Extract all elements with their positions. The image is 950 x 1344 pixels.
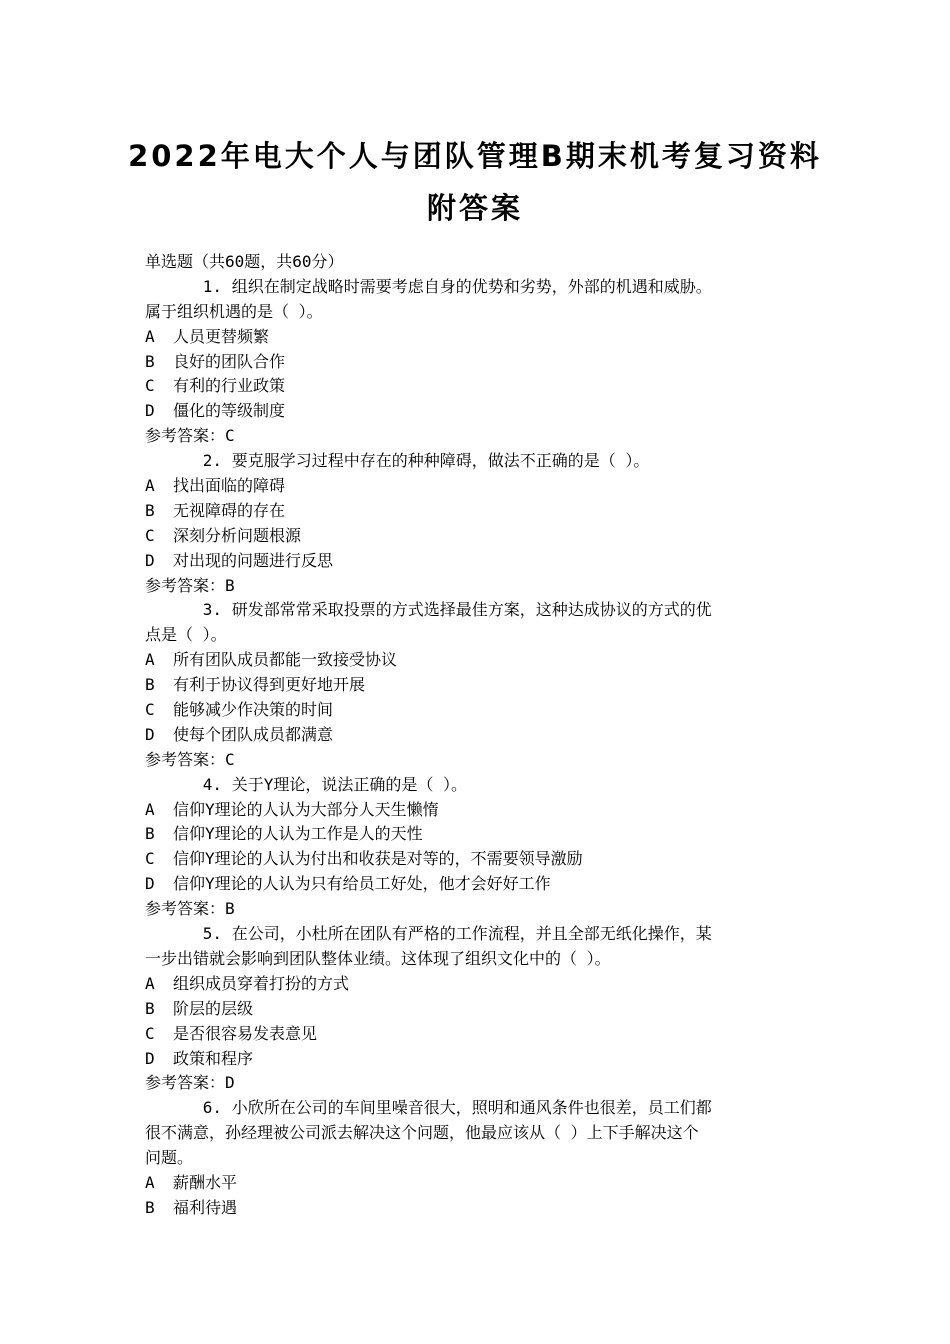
document-title-line-2: 附答案 <box>426 191 523 225</box>
option-text: 组织成员穿着打扮的方式 <box>173 973 350 993</box>
option-item <box>145 872 809 897</box>
option-text: 无视障碍的存在 <box>173 500 286 520</box>
question-text: 6. 小欣所在公司的车间里噪音很大，照明和通风条件也很差，员工们都 <box>145 1098 712 1118</box>
option-text: 良好的团队合作 <box>173 351 286 371</box>
document-title-line-1: 2022年电大个人与团队管理B期末机考复习资料 <box>128 139 822 173</box>
option-text: 信仰Y理论的人认为大部分人天生懒惰 <box>173 799 439 819</box>
option-letter: A <box>145 326 155 346</box>
option-text: 对出现的问题进行反思 <box>173 550 334 570</box>
option-item <box>145 1022 809 1047</box>
option-text: 信仰Y理论的人认为付出和收获是对等的，不需要领导激励 <box>173 849 583 869</box>
option-text: 信仰Y理论的人认为只有给员工好处，他才会好好工作 <box>173 874 551 894</box>
option-item <box>145 698 809 723</box>
option-letter: A <box>145 799 155 819</box>
reference-answer: 参考答案：B <box>145 899 235 919</box>
option-letter: A <box>145 476 155 496</box>
option-letter: C <box>145 376 155 396</box>
option-item <box>145 1171 809 1196</box>
question-text: 1. 组织在制定战略时需要考虑自身的优势和劣势，外部的机遇和威胁。 <box>145 276 712 296</box>
question-text: 3. 研发部常常采取投票的方式选择最佳方案，这种达成协议的方式的优 <box>145 600 712 620</box>
option-item <box>145 374 809 399</box>
option-letter: D <box>145 724 155 744</box>
option-item <box>145 648 809 673</box>
option-text: 薪酬水平 <box>173 1172 238 1192</box>
option-item <box>145 399 809 424</box>
question-content <box>145 250 809 1221</box>
question-text: 点是（ ）。 <box>145 625 227 645</box>
option-text: 僵化的等级制度 <box>173 401 286 421</box>
option-text: 政策和程序 <box>173 1048 254 1068</box>
option-text: 找出面临的障碍 <box>173 476 286 496</box>
option-item <box>145 474 809 499</box>
option-item <box>145 1196 809 1221</box>
option-item <box>145 847 809 872</box>
question-text: 属于组织机遇的是（ ）。 <box>145 301 323 321</box>
option-text: 能够减少作决策的时间 <box>173 700 334 720</box>
reference-answer: 参考答案：C <box>145 749 235 769</box>
reference-answer: 参考答案：C <box>145 426 235 446</box>
option-item <box>145 325 809 350</box>
option-text: 信仰Y理论的人认为工作是人的天性 <box>173 824 423 844</box>
option-letter: B <box>145 351 155 371</box>
option-letter: B <box>145 500 155 520</box>
option-letter: C <box>145 1023 155 1043</box>
reference-answer: 参考答案：B <box>145 575 235 595</box>
option-letter: D <box>145 401 155 421</box>
question-text: 问题。 <box>145 1148 194 1168</box>
option-item <box>145 350 809 375</box>
option-letter: A <box>145 973 155 993</box>
option-text: 所有团队成员都能一致接受协议 <box>173 650 398 670</box>
option-letter: B <box>145 1197 155 1217</box>
option-item <box>145 822 809 847</box>
option-letter: B <box>145 824 155 844</box>
option-item <box>145 723 809 748</box>
option-item <box>145 1047 809 1072</box>
option-text: 有利的行业政策 <box>173 376 286 396</box>
option-text: 人员更替频繁 <box>173 326 270 346</box>
question-text: 很不满意，孙经理被公司派去解决这个问题，他最应该从（ ）上下手解决这个 <box>145 1123 699 1143</box>
option-item <box>145 673 809 698</box>
option-letter: A <box>145 1172 155 1192</box>
option-text: 是否很容易发表意见 <box>173 1023 318 1043</box>
question-text: 一步出错就会影响到团队整体业绩。这体现了组织文化中的（ ）。 <box>145 948 611 968</box>
option-text: 有利于协议得到更好地开展 <box>173 675 366 695</box>
section-heading: 单选题（共60题，共60分） <box>145 252 344 271</box>
option-item <box>145 972 809 997</box>
option-text: 深刻分析问题根源 <box>173 525 302 545</box>
option-letter: C <box>145 525 155 545</box>
option-letter: C <box>145 700 155 720</box>
option-item <box>145 524 809 549</box>
option-item <box>145 798 809 823</box>
option-letter: D <box>145 874 155 894</box>
option-text: 福利待遇 <box>173 1197 238 1217</box>
question-text: 5. 在公司，小杜所在团队有严格的工作流程，并且全部无纸化操作，某 <box>145 924 712 944</box>
option-text: 使每个团队成员都满意 <box>173 724 334 744</box>
option-letter: B <box>145 998 155 1018</box>
option-letter: D <box>145 1048 155 1068</box>
question-text: 4. 关于Y理论，说法正确的是（ ）。 <box>145 774 467 794</box>
option-item <box>145 499 809 524</box>
option-item <box>145 997 809 1022</box>
option-letter: A <box>145 650 155 670</box>
option-item <box>145 549 809 574</box>
option-letter: B <box>145 675 155 695</box>
option-letter: C <box>145 849 155 869</box>
option-text: 阶层的层级 <box>173 998 254 1018</box>
reference-answer: 参考答案：D <box>145 1073 235 1093</box>
question-text: 2. 要克服学习过程中存在的种种障碍，做法不正确的是（ ）。 <box>145 451 650 471</box>
option-letter: D <box>145 550 155 570</box>
